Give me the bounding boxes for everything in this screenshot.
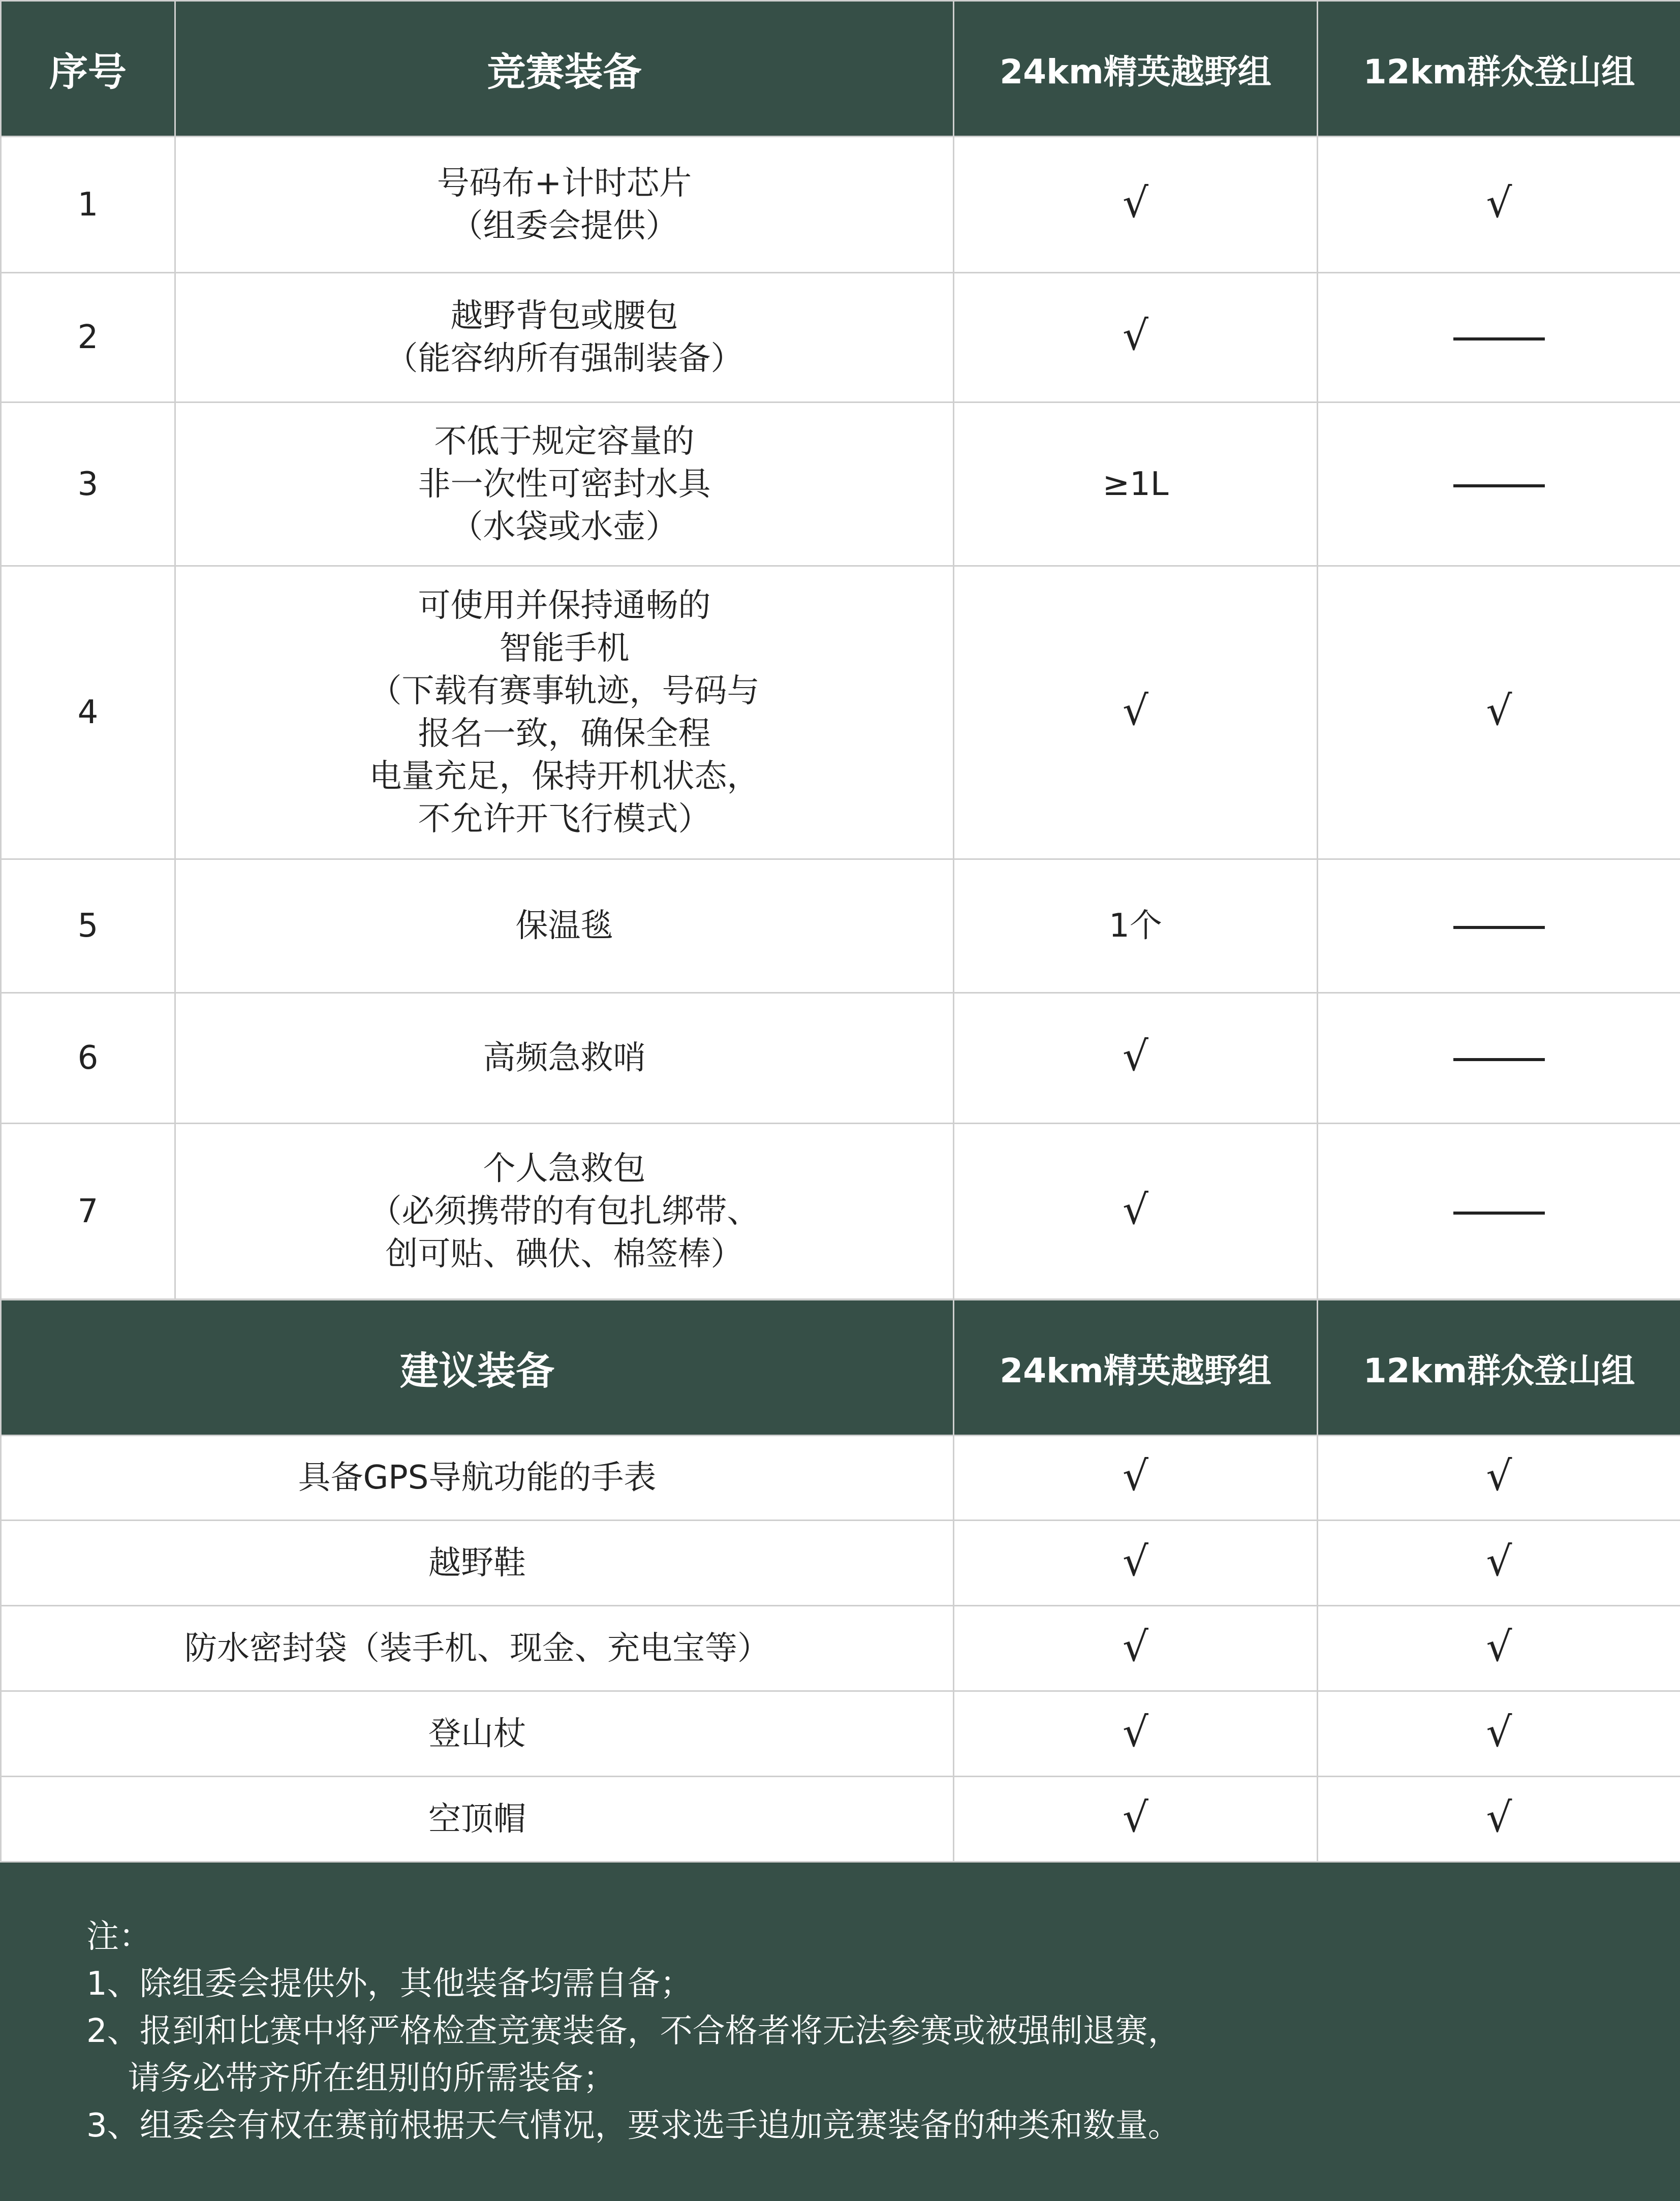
item-cell	[175, 1124, 954, 1299]
item-cell-text: 保温毯	[515, 907, 613, 945]
note-line: 1、除组委会提供外，其他装备均需自备；	[86, 1965, 693, 2003]
table-row	[1, 1691, 1680, 1777]
item-cell-text: 可使用并保持通畅的 智能手机 （下载有赛事轨迹，号码与 报名一致，确保全程 电量充足，保持开机状态， 不允许开飞行模式）	[369, 587, 760, 838]
suggested-item-cell	[1, 1691, 954, 1777]
dash-mark	[1453, 1058, 1545, 1061]
table-row	[1, 137, 1680, 273]
seq-cell	[1, 993, 175, 1124]
mass-cell	[1318, 1777, 1680, 1862]
check-mark: √	[1486, 1537, 1512, 1585]
seq-cell-text: 4	[77, 694, 99, 731]
suggested-equipment-table	[0, 1299, 1680, 1863]
table-row	[1, 1606, 1680, 1691]
elite-cell	[954, 402, 1318, 566]
suggested-elite-header: 24km精英越野组	[954, 1300, 1318, 1436]
dash-mark	[1453, 337, 1545, 340]
check-mark: √	[1123, 312, 1148, 359]
item-cell	[175, 402, 954, 566]
mass-cell	[1318, 402, 1680, 566]
mass-cell	[1318, 1691, 1680, 1777]
seq-cell	[1, 566, 175, 859]
check-mark: √	[1123, 687, 1148, 734]
item-cell-text: 越野背包或腰包 （能容纳所有强制装备）	[385, 297, 743, 378]
item-cell	[175, 273, 954, 402]
suggested-item-cell-text: 防水密封袋（装手机、现金、充电宝等）	[184, 1629, 770, 1667]
seq-cell	[1, 1124, 175, 1299]
note-line: 3、组委会有权在赛前根据天气情况，要求选手追加竞赛装备的种类和数量。	[86, 2107, 1180, 2145]
elite-cell	[954, 1436, 1318, 1521]
mass-cell	[1318, 566, 1680, 859]
item-header: 竞赛装备	[175, 1, 954, 137]
table-row	[1, 993, 1680, 1124]
notes-title: 注：	[86, 1918, 151, 1956]
item-cell-text: 个人急救包 （必须携带的有包扎绑带、 创可贴、碘伏、棉签棒）	[369, 1150, 760, 1273]
elite-cell	[954, 1124, 1318, 1299]
mass-cell	[1318, 1436, 1680, 1521]
check-mark: √	[1123, 1793, 1148, 1841]
suggested-mass-header: 12km群众登山组	[1318, 1300, 1680, 1436]
suggested-item-cell	[1, 1777, 954, 1862]
item-cell	[175, 859, 954, 993]
suggested-item-cell	[1, 1436, 954, 1521]
table-row	[1, 273, 1680, 402]
seq-header: 序号	[1, 1, 175, 137]
seq-cell-text: 2	[77, 319, 99, 356]
check-mark: √	[1123, 1452, 1148, 1500]
check-mark: √	[1486, 1793, 1512, 1841]
elite-cell	[954, 137, 1318, 273]
item-cell	[175, 566, 954, 859]
check-mark: √	[1123, 1623, 1148, 1670]
elite-cell	[954, 1777, 1318, 1862]
note-line: 2、报到和比赛中将严格检查竞赛装备，不合格者将无法参赛或被强制退赛，	[86, 2012, 1180, 2050]
item-cell-text: 高频急救哨	[483, 1039, 646, 1077]
seq-cell	[1, 273, 175, 402]
suggested-item-cell	[1, 1606, 954, 1691]
check-mark: √	[1123, 179, 1148, 227]
dash-mark	[1453, 1212, 1545, 1215]
mass-cell	[1318, 273, 1680, 402]
check-mark: √	[1123, 1708, 1148, 1756]
elite-cell	[954, 859, 1318, 993]
seq-cell-text: 3	[77, 465, 99, 503]
check-mark: √	[1486, 687, 1512, 734]
table-row	[1, 402, 1680, 566]
table-row	[1, 566, 1680, 859]
table-row	[1, 1777, 1680, 1862]
mass-cell	[1318, 993, 1680, 1124]
table-row	[1, 1521, 1680, 1606]
suggested-item-cell-text: 空顶帽	[428, 1800, 526, 1838]
seq-cell-text: 1	[77, 185, 99, 224]
check-mark: √	[1486, 1452, 1512, 1500]
item-cell	[175, 993, 954, 1124]
check-mark: √	[1486, 179, 1512, 227]
table-row	[1, 859, 1680, 993]
check-mark: √	[1123, 1537, 1148, 1585]
notes-panel	[0, 1863, 1680, 2201]
item-cell-text: 不低于规定容量的 非一次性可密封水具 （水袋或水壶）	[418, 422, 711, 546]
elite-cell	[954, 566, 1318, 859]
seq-cell-text: 7	[77, 1192, 99, 1230]
suggested-header-row	[1, 1300, 1680, 1436]
item-cell-text: 号码布+计时芯片 （组委会提供）	[437, 164, 692, 245]
mass-group-header: 12km群众登山组	[1318, 1, 1680, 137]
check-mark: √	[1123, 1186, 1148, 1233]
required-header-row	[1, 1, 1680, 137]
mass-cell	[1318, 1124, 1680, 1299]
elite-cell	[954, 1606, 1318, 1691]
dash-mark	[1453, 484, 1545, 487]
elite-cell	[954, 1691, 1318, 1777]
note-line: 请务必带齐所在组别的所需装备；	[86, 2060, 616, 2097]
value-text: 1个	[1109, 907, 1162, 945]
mass-cell	[1318, 137, 1680, 273]
table-row	[1, 1436, 1680, 1521]
value-text: ≥1L	[1102, 465, 1169, 503]
seq-cell-text: 6	[77, 1039, 99, 1077]
seq-cell-text: 5	[77, 907, 99, 945]
mass-cell	[1318, 1521, 1680, 1606]
mass-cell	[1318, 1606, 1680, 1691]
elite-cell	[954, 273, 1318, 402]
suggested-item-cell-text: 越野鞋	[428, 1544, 526, 1582]
dash-mark	[1453, 926, 1545, 929]
table-row	[1, 1124, 1680, 1299]
suggested-item-header: 建议装备	[1, 1300, 954, 1436]
elite-cell	[954, 1521, 1318, 1606]
suggested-item-cell-text: 具备GPS导航功能的手表	[298, 1459, 657, 1497]
check-mark: √	[1123, 1033, 1148, 1080]
seq-cell	[1, 402, 175, 566]
item-cell	[175, 137, 954, 273]
elite-cell	[954, 993, 1318, 1124]
mass-cell	[1318, 859, 1680, 993]
suggested-item-cell	[1, 1521, 954, 1606]
suggested-item-cell-text: 登山杖	[428, 1715, 526, 1753]
check-mark: √	[1486, 1708, 1512, 1756]
seq-cell	[1, 859, 175, 993]
seq-cell	[1, 137, 175, 273]
elite-group-header: 24km精英越野组	[954, 1, 1318, 137]
check-mark: √	[1486, 1623, 1512, 1670]
